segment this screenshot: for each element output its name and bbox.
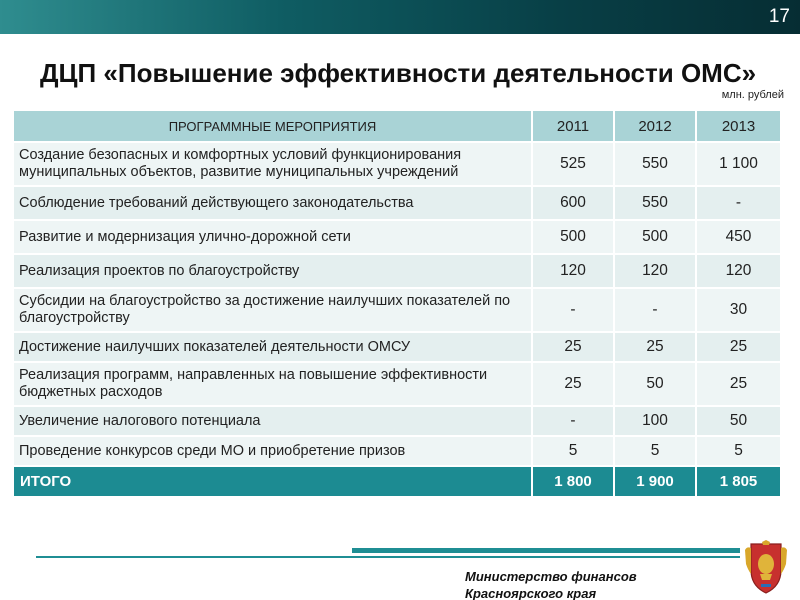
header-year-2011: 2011 bbox=[533, 111, 615, 143]
row-value-2013: 5 bbox=[697, 437, 780, 467]
total-label: ИТОГО bbox=[14, 467, 533, 498]
row-value-2012: 25 bbox=[615, 333, 697, 363]
total-value-2012: 1 900 bbox=[615, 467, 697, 498]
table-row bbox=[14, 143, 780, 187]
row-name: Субсидии на благоустройство за достижение наилучших показателей по благоустройству bbox=[14, 289, 533, 333]
footer-divider-thin bbox=[36, 556, 740, 558]
row-value-2011: - bbox=[533, 407, 615, 437]
row-value-2013: - bbox=[697, 187, 780, 221]
row-value-2011: - bbox=[533, 289, 615, 333]
row-value-2012: 5 bbox=[615, 437, 697, 467]
footer-line-1: Министерство финансов bbox=[465, 569, 637, 584]
total-value-2013: 1 805 bbox=[697, 467, 780, 498]
footer-ministry bbox=[465, 568, 725, 600]
slide-number: 17 bbox=[768, 6, 790, 27]
table-row bbox=[14, 437, 780, 467]
row-value-2013: 450 bbox=[697, 221, 780, 255]
row-name: Развитие и модернизация улично-дорожной сети bbox=[14, 221, 533, 255]
row-value-2011: 120 bbox=[533, 255, 615, 289]
table-row bbox=[14, 407, 780, 437]
row-name: Реализация проектов по благоустройству bbox=[14, 255, 533, 289]
total-row bbox=[14, 467, 780, 498]
footer-divider-thick bbox=[352, 548, 740, 553]
row-name: Увеличение налогового потенциала bbox=[14, 407, 533, 437]
row-value-2011: 25 bbox=[533, 363, 615, 407]
row-value-2013: 25 bbox=[697, 333, 780, 363]
row-name: Соблюдение требований действующего законодательства bbox=[14, 187, 533, 221]
row-name: Достижение наилучших показателей деятельности ОМСУ bbox=[14, 333, 533, 363]
row-value-2011: 25 bbox=[533, 333, 615, 363]
table-row bbox=[14, 187, 780, 221]
row-value-2011: 5 bbox=[533, 437, 615, 467]
footer-line-2: Красноярского края bbox=[465, 586, 597, 600]
header-year-2013: 2013 bbox=[697, 111, 780, 143]
row-value-2013: 1 100 bbox=[697, 143, 780, 187]
table-row bbox=[14, 221, 780, 255]
row-name: Проведение конкурсов среди МО и приобретение призов bbox=[14, 437, 533, 467]
unit-label: млн. рублей bbox=[721, 89, 784, 101]
row-value-2012: 550 bbox=[615, 187, 697, 221]
table-row bbox=[14, 255, 780, 289]
row-value-2011: 600 bbox=[533, 187, 615, 221]
top-banner bbox=[0, 0, 800, 34]
page-title: ДЦП «Повышение эффективности деятельности ОМС» bbox=[40, 58, 757, 88]
table-row bbox=[14, 289, 780, 333]
row-value-2012: - bbox=[615, 289, 697, 333]
budget-table bbox=[14, 111, 780, 498]
row-value-2013: 25 bbox=[697, 363, 780, 407]
total-value-2011: 1 800 bbox=[533, 467, 615, 498]
row-value-2013: 120 bbox=[697, 255, 780, 289]
header-activities: ПРОГРАММНЫЕ МЕРОПРИЯТИЯ bbox=[14, 111, 533, 143]
row-value-2011: 500 bbox=[533, 221, 615, 255]
row-value-2013: 30 bbox=[697, 289, 780, 333]
table-header-row bbox=[14, 111, 780, 143]
row-name: Реализация программ, направленных на повышение эффективности бюджетных расходов bbox=[14, 363, 533, 407]
row-value-2012: 500 bbox=[615, 221, 697, 255]
header-year-2012: 2012 bbox=[615, 111, 697, 143]
coat-of-arms-icon bbox=[742, 540, 790, 596]
row-value-2013: 50 bbox=[697, 407, 780, 437]
row-value-2012: 100 bbox=[615, 407, 697, 437]
row-name: Создание безопасных и комфортных условий функционирования муниципальных объектов, развитие муниципальных учреждений bbox=[14, 143, 533, 187]
row-value-2012: 550 bbox=[615, 143, 697, 187]
table-row bbox=[14, 333, 780, 363]
row-value-2012: 50 bbox=[615, 363, 697, 407]
row-value-2012: 120 bbox=[615, 255, 697, 289]
row-value-2011: 525 bbox=[533, 143, 615, 187]
budget-table-container bbox=[14, 111, 782, 513]
table-row bbox=[14, 363, 780, 407]
